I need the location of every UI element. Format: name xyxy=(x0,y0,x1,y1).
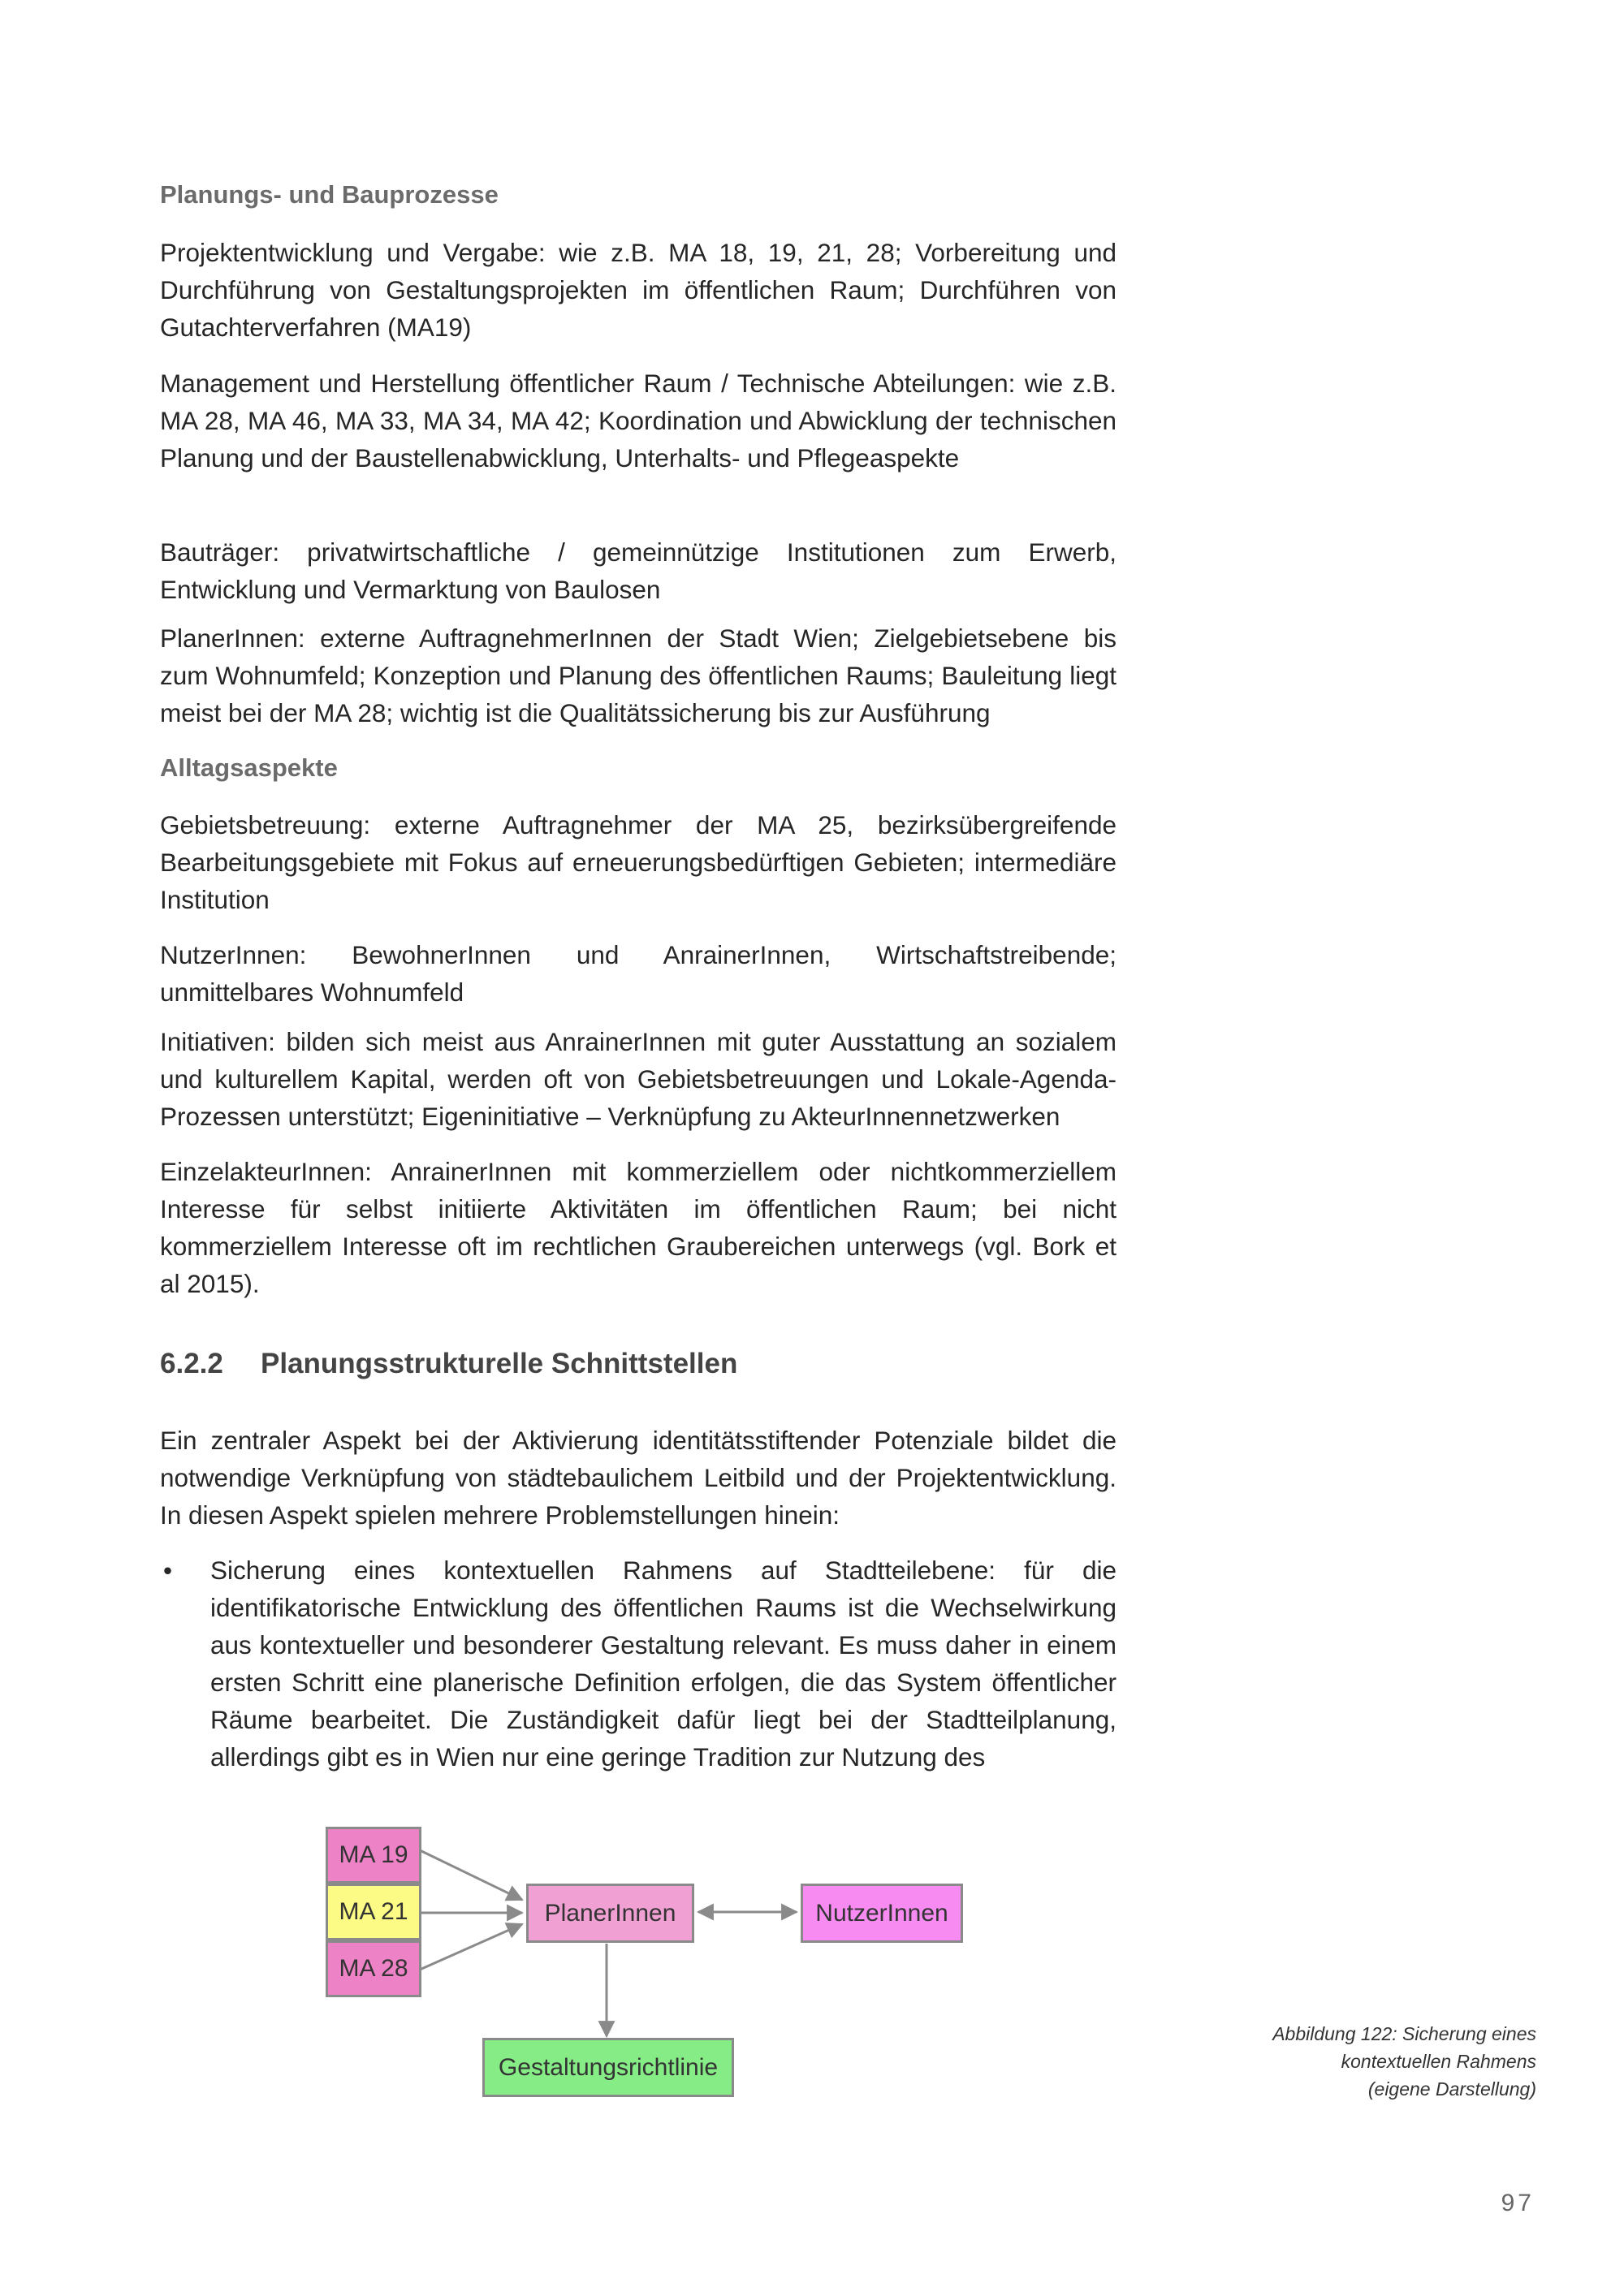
paragraph-text: Projektentwicklung und Vergabe: wie z.B. MA 18, 19, 21, 28; Vorbereitung und Durchführung von Gestaltungsprojekten im öffentlichen Raum; Durchführen von Gutachterverfahren (MA19) xyxy=(160,238,1116,342)
paragraph xyxy=(160,234,1116,346)
paragraph xyxy=(160,806,1116,918)
paragraph-text: Initiativen: bilden sich meist aus AnrainerInnen mit guter Ausstattung an sozialem und kulturellem Kapital, werden oft von Gebietsbetreuungen und Lokale-Agenda-Prozessen unterstützt; Eigeninitiative – Verknüpfung zu AkteurInnennetzwerken xyxy=(160,1027,1116,1131)
node-planerinnen: PlanerInnen xyxy=(526,1884,694,1943)
node-ma28: MA 28 xyxy=(326,1940,421,1997)
node-ma19: MA 19 xyxy=(326,1827,421,1884)
paragraph-text: Management und Herstellung öffentlicher Raum / Technische Abteilungen: wie z.B. MA 28, MA 46, MA 33, MA 34, MA 42; Koordination und Abwicklung der technischen Planung und der Baustellenabwicklung, Unterhalts- und Pflegeaspekte xyxy=(160,369,1116,473)
paragraph xyxy=(160,1153,1116,1302)
bullet-dot: • xyxy=(163,1556,173,1585)
paragraph-text: Bauträger: privatwirtschaftliche / gemeinnützige Institutionen zum Erwerb, Entwicklung und Vermarktung von Baulosen xyxy=(160,537,1116,604)
paragraph-text: EinzelakteurInnen: AnrainerInnen mit kommerziellem oder nichtkommerziellem Interesse für selbst initiierte Aktivitäten im öffentlichen Raum; bei nicht kommerziellem Interesse oft im rechtlichen Graubereichen unterwegs (vgl. Bork et al 2015). xyxy=(160,1157,1116,1298)
bullet-text: Sicherung eines kontextuellen Rahmens auf Stadtteilebene: für die identifikatorische Entwicklung des öffentlichen Raums ist die Wechselwirkung aus kontextueller und besonderer Gestaltung relevant. Es muss daher in einem ersten Schritt eine planerische Definition erfolgen, die das System öffentlicher Räume bearbeitet. Die Zuständigkeit dafür liegt bei der Stadtteilplanung, allerdings gibt es in Wien nur eine geringe Tradition zur Nutzung des xyxy=(210,1556,1116,1772)
paragraph xyxy=(160,936,1116,1011)
node-ma21: MA 21 xyxy=(326,1884,421,1940)
paragraph xyxy=(160,365,1116,477)
arrow-ma28-planer xyxy=(420,1924,522,1970)
paragraph xyxy=(160,1023,1116,1135)
node-nutzerinnen: NutzerInnen xyxy=(801,1884,963,1943)
paragraph-text: Gebietsbetreuung: externe Auftragnehmer der MA 25, bezirksübergreifende Bearbeitungsgebiete mit Fokus auf erneuerungsbedürftigen Gebieten; intermediäre Institution xyxy=(160,810,1116,914)
node-gestaltungsrichtlinie: Gestaltungsrichtlinie xyxy=(482,2038,734,2097)
section-title xyxy=(160,1348,1116,1380)
heading-planning xyxy=(160,180,1116,209)
figure-caption xyxy=(1195,2020,1536,2103)
arrow-ma19-planer xyxy=(420,1850,522,1900)
paragraph xyxy=(160,533,1116,608)
paragraph-text: NutzerInnen: BewohnerInnen und AnrainerInnen, Wirtschaftstreibende; unmittelbares Wohnumfeld xyxy=(160,940,1116,1007)
section-heading: Planungs- und Bauprozesse xyxy=(160,180,499,209)
section-number: 6.2.2 xyxy=(160,1348,223,1379)
caption-line: kontextuellen Rahmens xyxy=(1341,2051,1536,2072)
paragraph-text: Ein zentraler Aspekt bei der Aktivierung identitätsstiftender Potenziale bildet die notwendige Verknüpfung von städtebaulichem Leitbild und der Projektentwicklung. In diesen Aspekt spielen mehrere Problemstellungen hinein: xyxy=(160,1426,1116,1530)
heading-everyday xyxy=(160,753,1116,783)
page-number: 97 xyxy=(1501,2190,1535,2216)
section-title-text: Planungsstrukturelle Schnittstellen xyxy=(261,1348,738,1379)
paragraph-text: PlanerInnen: externe AuftragnehmerInnen der Stadt Wien; Zielgebietsebene bis zum Wohnumfeld; Konzeption und Planung des öffentlichen Raums; Bauleitung liegt meist bei der MA 28; wichtig ist die Qualitätssicherung bis zur Ausführung xyxy=(160,624,1116,727)
bullet-item xyxy=(160,1552,1116,1776)
paragraph xyxy=(160,1422,1116,1534)
paragraph xyxy=(160,619,1116,732)
caption-line: Abbildung 122: Sicherung eines xyxy=(1272,2023,1536,2044)
section-heading: Alltagsaspekte xyxy=(160,753,338,782)
caption-line: (eigene Darstellung) xyxy=(1367,2078,1536,2100)
